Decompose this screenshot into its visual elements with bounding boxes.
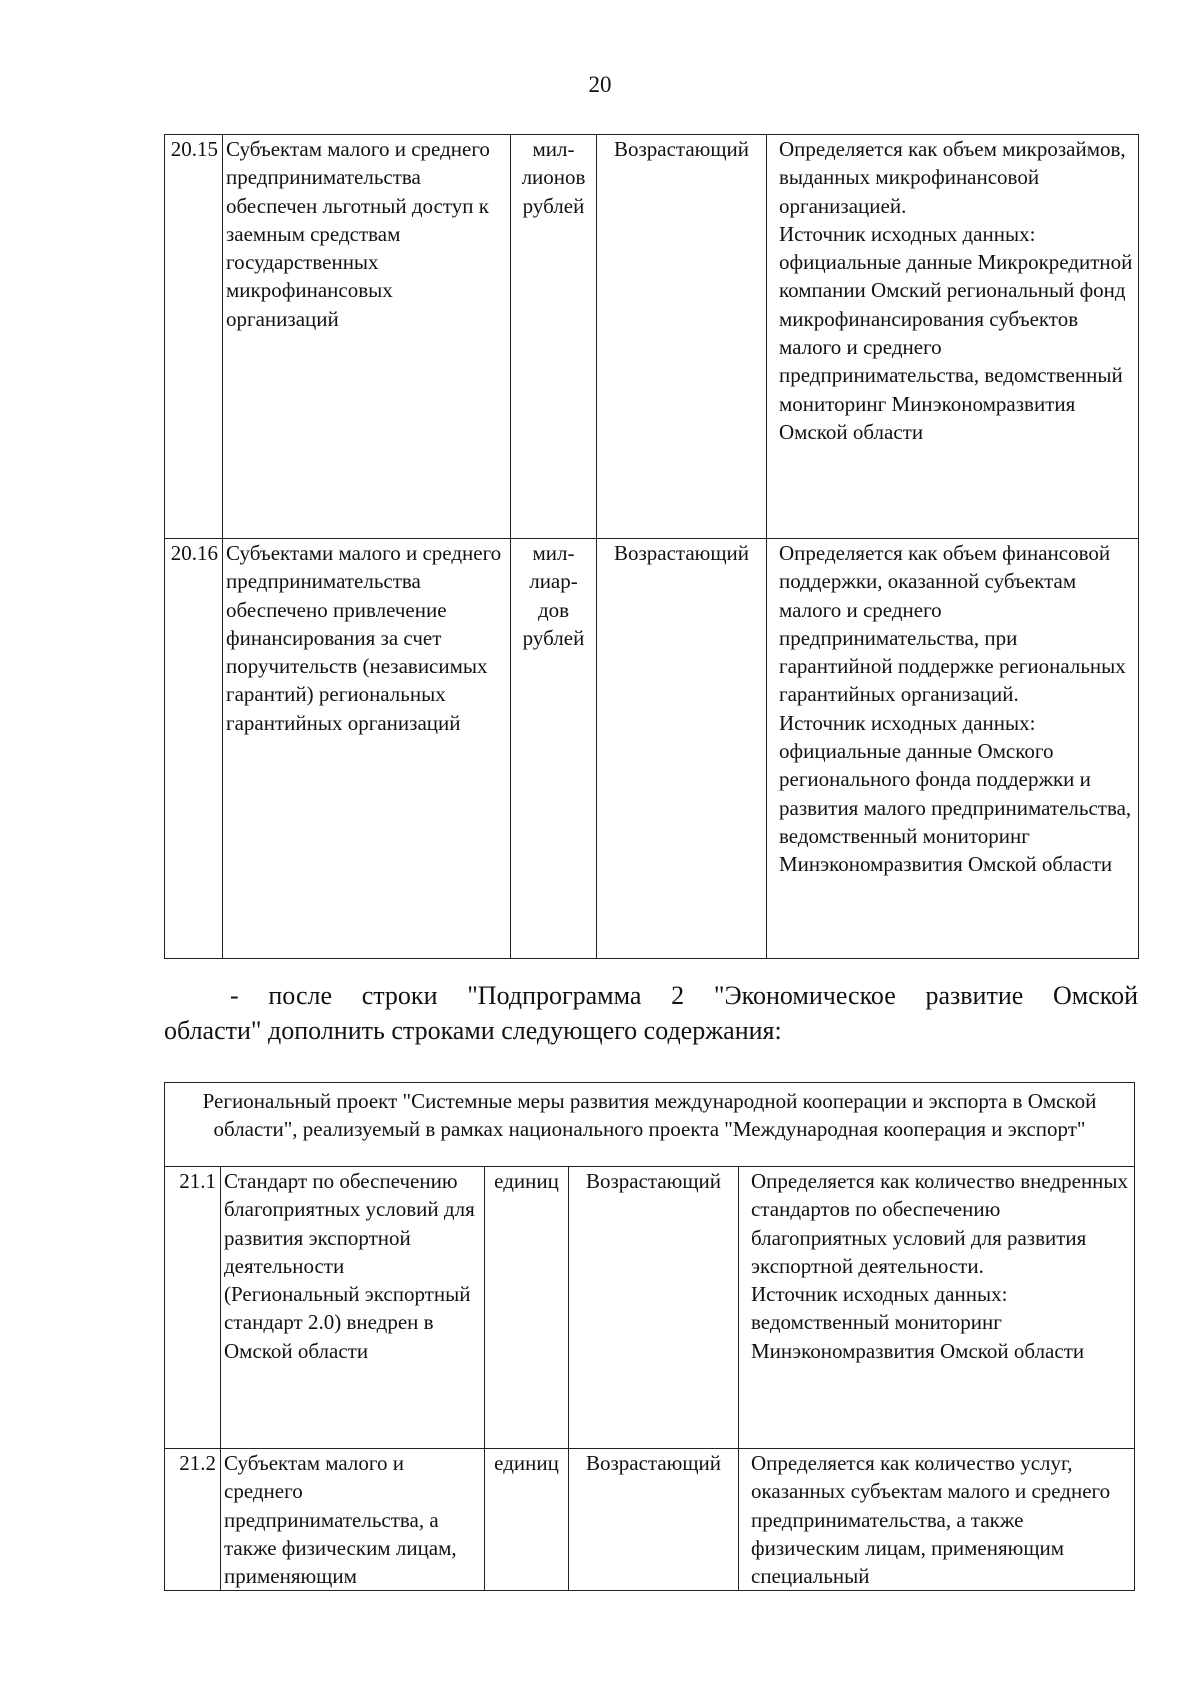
source-text: Источник исходных данных: официальные данные Микрокредитной компании Омский региональный фонд микрофинансирования субъектов малого и среднего предпринимательства, ведомственный мониторинг Минэкономразвития Омской области	[779, 221, 1133, 444]
definition-cell	[767, 135, 1139, 539]
trend-cell: Возрастающий	[569, 1449, 739, 1591]
unit-cell: единиц	[485, 1167, 569, 1449]
definition-text: Определяется как объем микрозаймов, выданных микрофинансовой организацией.	[779, 137, 1126, 218]
definition-cell	[767, 539, 1139, 959]
table-row	[165, 135, 1139, 539]
unit-cell: единиц	[485, 1449, 569, 1591]
definition-text: Определяется как количество услуг, оказанных субъектам малого и среднего предпринимательства, а также физическим лицам, применяющим специальный	[751, 1451, 1111, 1589]
regional-project-header: Региональный проект "Системные меры развития международной кооперации и экспорта в Омской области", реализуемый в рамках национального проекта "Международная кооперация и экспорт"	[165, 1083, 1135, 1167]
unit-cell: мил-лиар-дов рублей	[511, 539, 597, 959]
source-text: Источник исходных данных: официальные данные Омского регионального фонда поддержки и развития малого предпринимательства, ведомственный мониторинг Минэкономразвития Омской области	[779, 710, 1132, 877]
indicator-cell: Субъектам малого и среднего предпринимательства, а также физическим лицам, применяющим	[221, 1449, 485, 1591]
table-row	[165, 1449, 1135, 1591]
source-text: Источник исходных данных: ведомственный мониторинг Минэкономразвития Омской области	[751, 1282, 1085, 1363]
row-number: 21.1	[165, 1167, 221, 1449]
indicators-table-1	[164, 134, 1139, 959]
definition-text: Определяется как объем финансовой поддержки, оказанной субъектам малого и среднего предпринимательства, при гарантийной поддержке региональных гарантийных организаций.	[779, 541, 1126, 707]
instruction-line-2: области" дополнить строками следующего содержания:	[164, 1016, 782, 1045]
row-number: 20.16	[165, 539, 223, 959]
indicator-cell: Субъектами малого и среднего предпринимательства обеспечено привлечение финансирования за счет поручительств (независимых гарантий) региональных гарантийных организаций	[223, 539, 511, 959]
definition-text: Определяется как количество внедренных стандартов по обеспечению благоприятных условий для развития экспортной деятельности.	[751, 1169, 1129, 1278]
trend-cell: Возрастающий	[569, 1167, 739, 1449]
page-number: 20	[588, 72, 612, 97]
row-number: 21.2	[165, 1449, 221, 1591]
trend-cell: Возрастающий	[597, 135, 767, 539]
row-number: 20.15	[165, 135, 223, 539]
trend-cell: Возрастающий	[597, 539, 767, 959]
table-row	[165, 539, 1139, 959]
indicator-cell: Стандарт по обеспечению благоприятных условий для развития экспортной деятельности (Региональный экспортный стандарт 2.0) внедрен в Омской области	[221, 1167, 485, 1449]
indicator-cell: Субъектам малого и среднего предпринимательства обеспечен льготный доступ к заемным средствам государственных микрофинансовых организаций	[223, 135, 511, 539]
instruction-line-1: - после строки "Подпрограмма 2 "Экономическое развитие Омской	[230, 981, 1138, 1010]
table-header-row	[165, 1083, 1135, 1167]
indicators-table-2	[164, 1082, 1135, 1591]
definition-cell	[739, 1167, 1135, 1449]
unit-cell: мил-лионов рублей	[511, 135, 597, 539]
definition-cell	[739, 1449, 1135, 1591]
table-row	[165, 1167, 1135, 1449]
instruction-paragraph	[164, 978, 1138, 1048]
